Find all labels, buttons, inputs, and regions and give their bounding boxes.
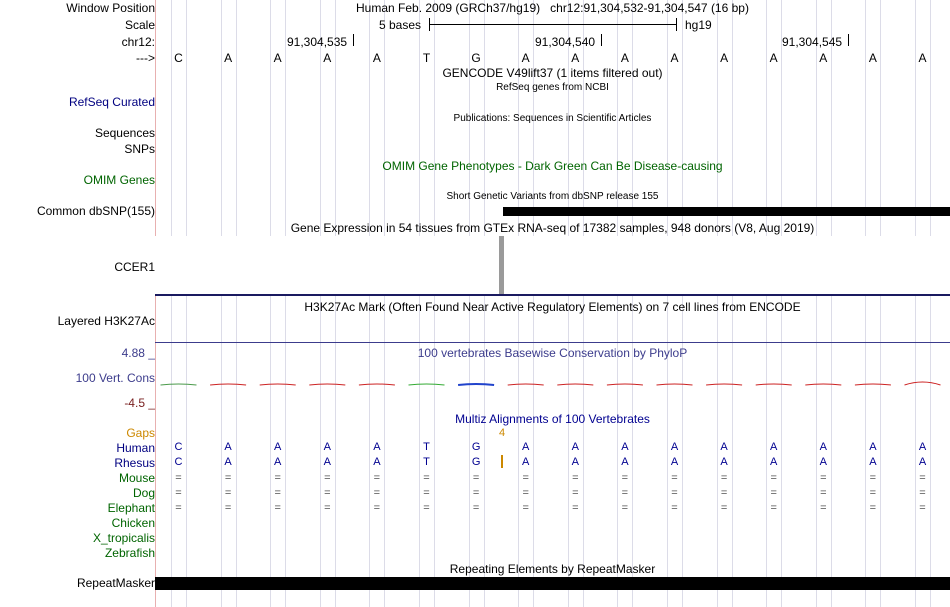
mouse-match: = bbox=[621, 472, 629, 484]
rhesus-base: A bbox=[224, 456, 232, 468]
rhesus-base: A bbox=[770, 456, 778, 468]
cons-segment bbox=[607, 384, 643, 385]
species-rhesus-label[interactable]: Rhesus bbox=[114, 456, 155, 470]
mouse-match: = bbox=[274, 472, 281, 484]
elephant-match: = bbox=[175, 502, 182, 514]
rhesus-base: A bbox=[918, 456, 927, 468]
base-letter: A bbox=[819, 51, 828, 65]
track-labels-panel bbox=[0, 0, 155, 607]
cons-ymin-label: -4.5 _ bbox=[124, 396, 155, 410]
human-base: A bbox=[819, 441, 827, 453]
cons-track-title[interactable]: 100 vertebrates Basewise Conservation by PhyloP bbox=[417, 346, 688, 360]
gtex-plot-area[interactable] bbox=[155, 236, 950, 295]
elephant-match: = bbox=[472, 502, 480, 514]
rhesus-gap-marker bbox=[501, 455, 503, 468]
dog-match: = bbox=[324, 487, 331, 499]
human-base: A bbox=[720, 441, 728, 453]
cons-segment bbox=[309, 384, 345, 385]
human-base: A bbox=[869, 441, 877, 453]
elephant-match: = bbox=[224, 502, 232, 514]
base-letter: A bbox=[273, 51, 282, 65]
dog-match: = bbox=[224, 487, 232, 499]
mouse-match: = bbox=[175, 472, 182, 484]
elephant-match: = bbox=[770, 502, 777, 514]
base-letter: A bbox=[224, 51, 233, 65]
base-letter: T bbox=[422, 51, 431, 65]
omim-track-label[interactable]: OMIM Genes bbox=[83, 173, 155, 187]
human-base: G bbox=[471, 441, 481, 453]
mouse-match: = bbox=[919, 472, 926, 484]
dog-match: = bbox=[869, 487, 877, 499]
omim-pheno-track-title[interactable]: OMIM Gene Phenotypes - Dark Green Can Be Disease-causing bbox=[382, 159, 723, 173]
dog-match: = bbox=[621, 487, 629, 499]
dog-match: = bbox=[472, 487, 480, 499]
species-dog-label[interactable]: Dog bbox=[132, 486, 155, 500]
dog-match: = bbox=[919, 487, 926, 499]
coord-tick-1 bbox=[353, 34, 354, 46]
cons-segment bbox=[706, 384, 742, 385]
mouse-match: = bbox=[671, 472, 678, 484]
dog-match: = bbox=[820, 487, 827, 499]
cons-segment bbox=[905, 382, 941, 385]
dog-match: = bbox=[175, 487, 182, 499]
rhesus-base: A bbox=[621, 456, 629, 468]
repeatmasker-track-title[interactable]: Repeating Elements by RepeatMasker bbox=[449, 562, 656, 576]
human-base: A bbox=[621, 441, 629, 453]
cons-segment bbox=[260, 384, 296, 385]
cons-track-label[interactable]: 100 Vert. Cons bbox=[75, 371, 155, 385]
cons-ymax-label: 4.88 _ bbox=[121, 346, 155, 360]
coord-label-1: 91,304,535 bbox=[287, 35, 348, 49]
species-chicken-label[interactable]: Chicken bbox=[111, 516, 155, 530]
dog-match: = bbox=[720, 487, 728, 499]
rhesus-base: C bbox=[174, 456, 183, 468]
mouse-match: = bbox=[720, 472, 728, 484]
cons-segment bbox=[805, 384, 841, 385]
species-human-label[interactable]: Human bbox=[116, 441, 155, 455]
dog-match: = bbox=[373, 487, 381, 499]
h3k27ac-baseline bbox=[155, 342, 950, 343]
snps-track-label[interactable]: SNPs bbox=[124, 142, 155, 156]
cons-segment bbox=[557, 384, 593, 385]
human-base: A bbox=[770, 441, 778, 453]
dog-match: = bbox=[522, 487, 529, 499]
rhesus-base: A bbox=[819, 456, 827, 468]
multiz-track-title[interactable]: Multiz Alignments of 100 Vertebrates bbox=[455, 412, 650, 426]
human-base: A bbox=[571, 441, 579, 453]
elephant-match: = bbox=[820, 502, 827, 514]
mouse-match: = bbox=[423, 472, 430, 484]
window-position-label: Window Position bbox=[66, 1, 155, 15]
gtex-baseline bbox=[155, 294, 950, 296]
rhesus-base: A bbox=[373, 456, 381, 468]
elephant-match: = bbox=[919, 502, 926, 514]
rhesus-base: A bbox=[323, 456, 331, 468]
scale-bar bbox=[429, 24, 677, 25]
cons-segment bbox=[161, 384, 197, 385]
repeatmasker-element-bar[interactable] bbox=[155, 577, 950, 590]
dbsnp-variant-bar[interactable] bbox=[503, 207, 950, 216]
species-xtropicalis-label[interactable]: X_tropicalis bbox=[92, 531, 155, 545]
rhesus-base: A bbox=[720, 456, 728, 468]
elephant-match: = bbox=[572, 502, 579, 514]
mouse-match: = bbox=[224, 472, 232, 484]
human-base: A bbox=[670, 441, 679, 453]
coord-tick-3 bbox=[848, 34, 849, 46]
mouse-match: = bbox=[820, 472, 827, 484]
dog-match: = bbox=[274, 487, 281, 499]
scale-bar-right-end bbox=[676, 18, 677, 31]
mouse-match: = bbox=[770, 472, 777, 484]
rhesus-base: A bbox=[869, 456, 877, 468]
mouse-match: = bbox=[869, 472, 877, 484]
rhesus-base: T bbox=[423, 456, 430, 468]
species-zebrafish-label[interactable]: Zebrafish bbox=[104, 546, 155, 560]
rhesus-base: A bbox=[522, 456, 530, 468]
species-elephant-label[interactable]: Elephant bbox=[107, 501, 155, 515]
coord-label-3: 91,304,545 bbox=[782, 35, 843, 49]
mouse-match: = bbox=[373, 472, 381, 484]
rhesus-base: G bbox=[471, 456, 481, 468]
base-letter: A bbox=[571, 51, 580, 65]
cons-segment bbox=[359, 384, 395, 385]
refseq-track-title[interactable]: RefSeq genes from NCBI bbox=[496, 82, 609, 93]
dog-match: = bbox=[423, 487, 430, 499]
sequences-track-label[interactable]: Sequences bbox=[94, 126, 155, 140]
cons-segment bbox=[657, 384, 693, 385]
gap-count: 4 bbox=[498, 427, 506, 439]
base-letter: C bbox=[174, 51, 183, 65]
human-base: C bbox=[174, 441, 183, 453]
base-letter: A bbox=[323, 51, 332, 65]
repeatmasker-track-label[interactable]: RepeatMasker bbox=[76, 576, 155, 590]
mouse-match: = bbox=[324, 472, 331, 484]
scale-bar-left-end bbox=[429, 18, 430, 31]
elephant-match: = bbox=[373, 502, 381, 514]
h3k27ac-track-label[interactable]: Layered H3K27Ac bbox=[57, 314, 155, 328]
dog-match: = bbox=[671, 487, 678, 499]
dog-match: = bbox=[572, 487, 579, 499]
conservation-wiggle[interactable] bbox=[155, 372, 950, 396]
mouse-match: = bbox=[472, 472, 480, 484]
base-letter: A bbox=[670, 51, 679, 65]
gtex-track-title[interactable]: Gene Expression in 54 tissues from GTEx RNA-seq of 17382 samples, 948 donors (V8, Aug 2019) bbox=[290, 221, 815, 235]
human-base: A bbox=[918, 441, 927, 453]
scale-db: hg19 bbox=[685, 18, 712, 32]
dbsnp-track-label[interactable]: Common dbSNP(155) bbox=[36, 204, 155, 218]
cons-segment bbox=[210, 384, 246, 385]
assembly-name: Human Feb. 2009 (GRCh37/hg19) bbox=[356, 1, 541, 15]
base-letter: A bbox=[868, 51, 877, 65]
human-base: A bbox=[373, 441, 381, 453]
scale-label: Scale bbox=[124, 18, 155, 32]
cons-segment bbox=[756, 384, 792, 385]
elephant-match: = bbox=[423, 502, 430, 514]
base-letter: A bbox=[720, 51, 729, 65]
rhesus-base: A bbox=[670, 456, 679, 468]
tracks-image-panel[interactable] bbox=[155, 0, 950, 607]
elephant-match: = bbox=[671, 502, 678, 514]
base-letter: A bbox=[620, 51, 629, 65]
base-letter: A bbox=[372, 51, 381, 65]
gencode-track-title[interactable]: GENCODE V49lift37 (1 items filtered out) bbox=[442, 66, 663, 80]
window-position-text bbox=[155, 1, 950, 15]
base-letter: A bbox=[521, 51, 530, 65]
cons-segment bbox=[508, 384, 544, 385]
gtex-gene-bar[interactable] bbox=[499, 236, 504, 295]
base-letter: G bbox=[471, 51, 481, 65]
cons-segment bbox=[855, 384, 891, 385]
mouse-match: = bbox=[572, 472, 579, 484]
base-letter: A bbox=[918, 51, 927, 65]
elephant-match: = bbox=[720, 502, 728, 514]
publications-track-title[interactable]: Publications: Sequences in Scientific Articles bbox=[453, 113, 652, 124]
coord-label-2: 91,304,540 bbox=[535, 35, 596, 49]
elephant-match: = bbox=[621, 502, 629, 514]
rhesus-base: A bbox=[274, 456, 282, 468]
scale-text: 5 bases bbox=[379, 18, 422, 32]
strand-toggle[interactable]: ---> bbox=[136, 51, 155, 65]
refseq-track-label[interactable]: RefSeq Curated bbox=[68, 95, 155, 109]
dog-match: = bbox=[770, 487, 777, 499]
elephant-match: = bbox=[522, 502, 529, 514]
cons-segment bbox=[458, 384, 494, 385]
human-base: A bbox=[274, 441, 282, 453]
coord-tick-2 bbox=[601, 34, 602, 46]
chrom-label: chr12: bbox=[121, 35, 155, 49]
base-letter: A bbox=[769, 51, 778, 65]
gtex-gene-label[interactable]: CCER1 bbox=[114, 260, 155, 274]
elephant-match: = bbox=[274, 502, 281, 514]
human-base: T bbox=[423, 441, 430, 453]
position-range: chr12:91,304,532-91,304,547 (16 bp) bbox=[550, 1, 749, 15]
cons-segment bbox=[409, 384, 445, 385]
human-base: A bbox=[323, 441, 331, 453]
rhesus-base: A bbox=[571, 456, 579, 468]
mouse-match: = bbox=[522, 472, 529, 484]
human-base: A bbox=[224, 441, 232, 453]
gaps-label: Gaps bbox=[126, 426, 155, 440]
elephant-match: = bbox=[869, 502, 877, 514]
dbsnp-track-title[interactable]: Short Genetic Variants from dbSNP release 155 bbox=[446, 191, 659, 202]
elephant-match: = bbox=[324, 502, 331, 514]
human-base: A bbox=[522, 441, 530, 453]
h3k27ac-track-title[interactable]: H3K27Ac Mark (Often Found Near Active Regulatory Elements) on 7 cell lines from ENCODE bbox=[304, 300, 801, 314]
species-mouse-label[interactable]: Mouse bbox=[118, 471, 155, 485]
